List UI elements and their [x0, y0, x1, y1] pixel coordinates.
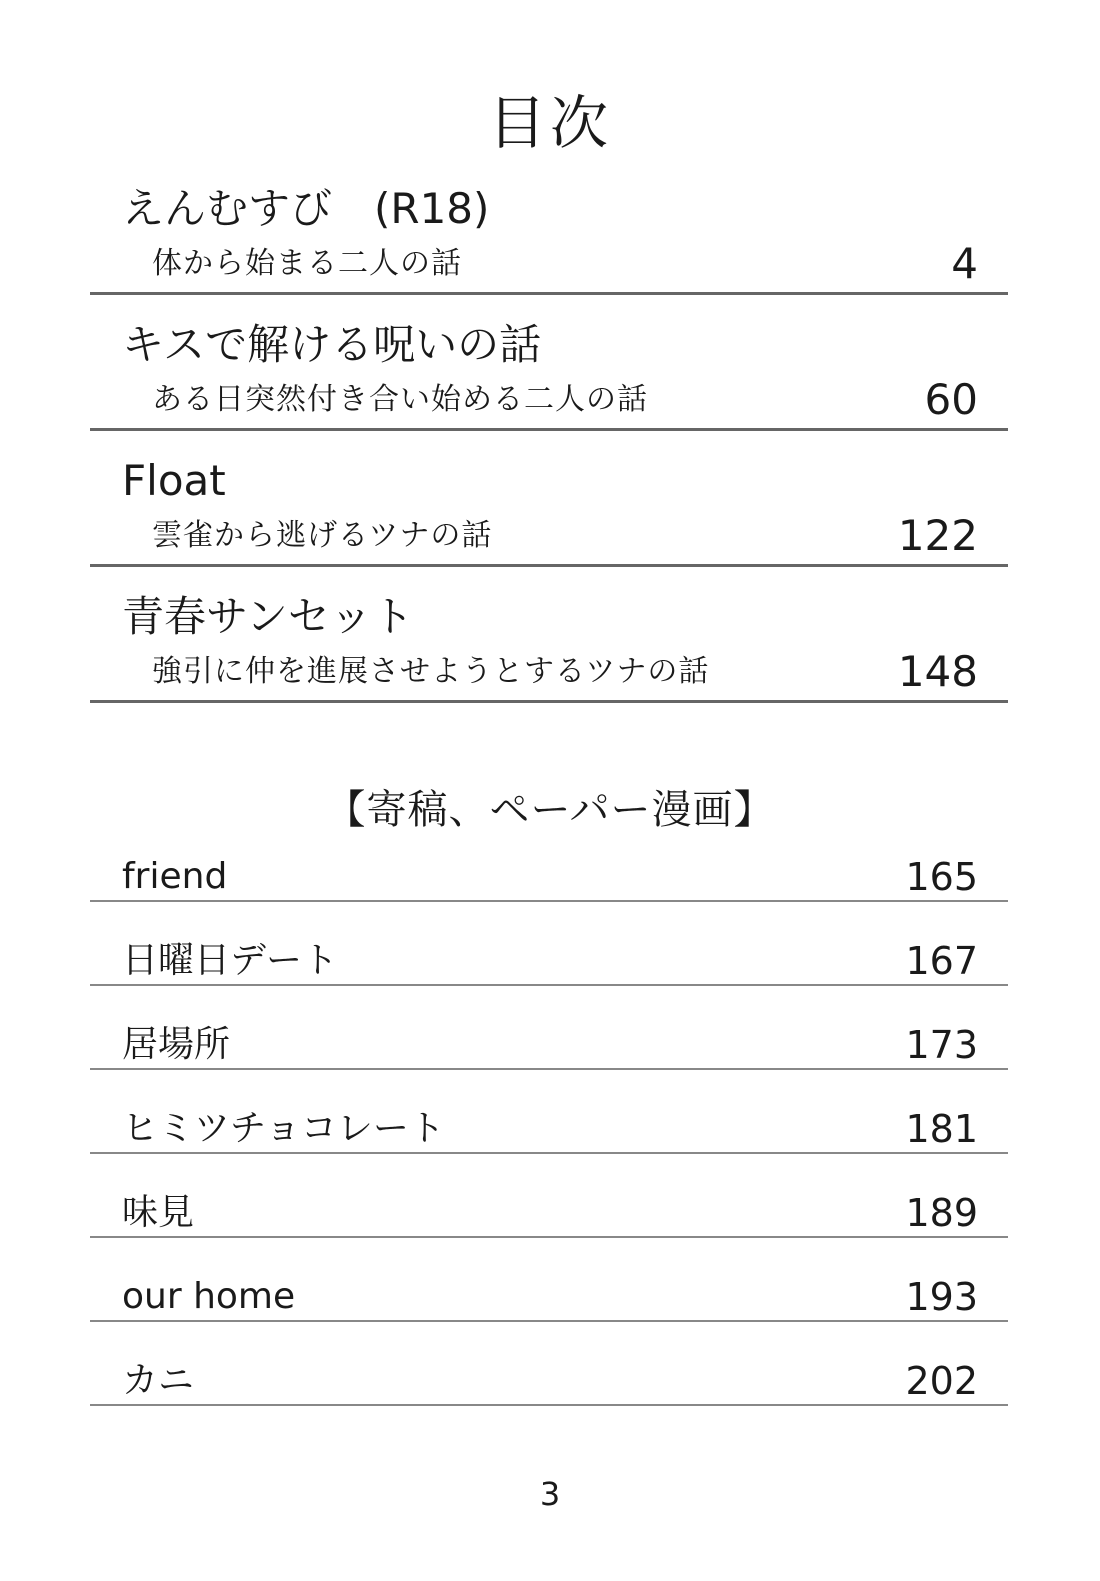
- entry-page-number: 122: [897, 511, 978, 560]
- divider: [90, 292, 1008, 295]
- divider: [90, 1404, 1008, 1406]
- entry-subtitle: 強引に仲を進展させようとするツナの話: [152, 654, 710, 689]
- contribution-entry: [90, 1108, 1008, 1156]
- contribution-page-number: 202: [905, 1359, 978, 1403]
- contribution-title: 居場所: [122, 1024, 231, 1065]
- entry-subtitle: 体から始まる二人の話: [152, 246, 462, 281]
- contribution-entry: [90, 1024, 1008, 1072]
- toc-entry: [90, 456, 1008, 566]
- contribution-title: 味見: [122, 1192, 195, 1233]
- divider: [90, 1152, 1008, 1154]
- toc-title: 目次: [487, 89, 612, 157]
- contribution-page-number: 165: [905, 855, 978, 899]
- page-number-folio: 3: [539, 1475, 561, 1513]
- contribution-entry: [90, 940, 1008, 988]
- contribution-page-number: 167: [905, 939, 978, 983]
- contribution-title: 日曜日デート: [122, 940, 339, 981]
- divider: [90, 700, 1008, 703]
- divider: [90, 1320, 1008, 1322]
- entry-page-number: 4: [951, 239, 978, 288]
- entry-title: 青春サンセット: [122, 592, 414, 641]
- entry-title: キスで解ける呪いの話: [122, 320, 542, 369]
- toc-entry: [90, 320, 1008, 430]
- contribution-page-number: 193: [905, 1275, 978, 1319]
- entry-page-number: 60: [924, 375, 978, 424]
- divider: [90, 1236, 1008, 1238]
- contribution-page-number: 189: [905, 1191, 978, 1235]
- contribution-title: friend: [122, 856, 228, 897]
- divider: [90, 564, 1008, 567]
- divider: [90, 428, 1008, 431]
- toc-entry: [90, 592, 1008, 702]
- divider: [90, 984, 1008, 986]
- divider: [90, 1068, 1008, 1070]
- section-heading: 【寄稿、ペーパー漫画】: [325, 787, 775, 833]
- contribution-entry: [90, 1360, 1008, 1408]
- entry-page-number: 148: [897, 647, 978, 696]
- contribution-title: ヒミツチョコレート: [122, 1108, 445, 1149]
- contribution-entry: [90, 856, 1008, 904]
- contribution-title: カニ: [122, 1360, 195, 1401]
- contribution-title: our home: [122, 1276, 296, 1317]
- entry-title: Float: [122, 456, 226, 505]
- toc-entry: [90, 184, 1008, 294]
- divider: [90, 900, 1008, 902]
- contribution-entry: [90, 1276, 1008, 1324]
- entry-title: えんむすび (R18): [122, 184, 490, 233]
- contribution-page-number: 181: [905, 1107, 978, 1151]
- contribution-page-number: 173: [905, 1023, 978, 1067]
- entry-subtitle: ある日突然付き合い始める二人の話: [152, 382, 648, 417]
- contribution-entry: [90, 1192, 1008, 1240]
- entry-subtitle: 雲雀から逃げるツナの話: [152, 518, 493, 553]
